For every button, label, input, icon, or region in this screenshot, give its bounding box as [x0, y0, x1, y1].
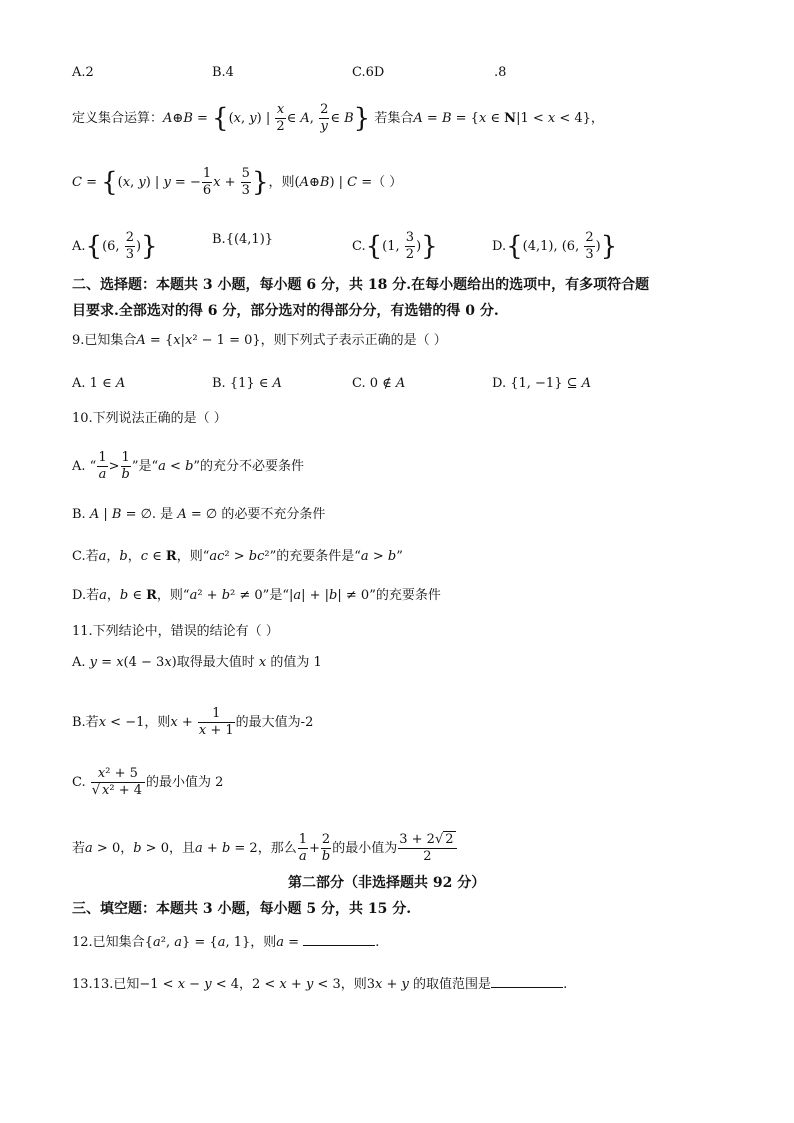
q7-option-c: C.6D — [352, 65, 385, 80]
q12-stem: 12.已知集合{a², a} = {a, 1}，则a = . — [72, 931, 379, 953]
q10-choice-a: A. “ $\frac{1}{a}$ > $\frac{1}{b}$ ”是“a < b”的充分不必要条件 — [72, 450, 305, 482]
q13-stem: 13.13.已知−1 < x − y < 4，2 < x + y < 3，则3x + y 的取值范围是 . — [72, 973, 567, 995]
q8-set-c-line: C = {(x, y) | y = − $\frac{1}{6}$ x + $\frac{5}{3}$ }，则(A⊕B) | C =（ ） — [72, 166, 403, 198]
q9-choice-b: B. {1} ∈ A — [212, 376, 282, 391]
q8-choice-d: D.{(4,1), (6, $\frac{2}{3}$ )} — [492, 230, 618, 262]
q11-choice-d: 若a > 0，b > 0，且a + b = 2，那么 $\frac{1}{a}$ + $\frac{2}{b}$ 的最小值为 $\frac{3 + 2√ 2}{2}$ — [72, 832, 458, 865]
part2-heading: 第二部分（非选择题共 92 分） — [288, 875, 486, 891]
q8-choice-a: A.{(6, $\frac{2}{3}$ )} — [72, 230, 158, 262]
fraction-2-over-y: $\frac{2}{y}$ — [320, 102, 329, 134]
fraction-x-over-2: $\frac{x}{2}$ — [276, 102, 285, 134]
q8-definition-prefix: 定义集合运算： — [72, 111, 164, 126]
q7-option-b: B.4 — [212, 65, 234, 80]
q11-choice-a: A. y = x(4 − 3x)取得最大值时 x 的值为 1 — [72, 655, 322, 670]
q13-answer-blank[interactable] — [491, 973, 563, 988]
q11-stem: 11.下列结论中，错误的结论有（ ） — [72, 624, 279, 639]
q7-option-a: A.2 — [72, 65, 94, 80]
q10-choice-d: D.若a，b ∈ R，则“a² + b² ≠ 0”是“|a| + |b| ≠ 0”的充要条件 — [72, 588, 441, 603]
q9-choice-a: A. 1 ∈ A — [72, 376, 126, 391]
q10-choice-b: B. A | B = ∅. 是 A = ∅ 的必要不充分条件 — [72, 507, 326, 522]
section3-heading: 三、填空题：本题共 3 小题，每小题 5 分，共 15 分. — [72, 901, 412, 917]
q9-choice-d: D. {1, −1} ⊆ A — [492, 376, 592, 391]
q10-stem: 10.下列说法正确的是（ ） — [72, 411, 227, 426]
q9-choice-c: C. 0 ∉ A — [352, 376, 406, 391]
q10-choice-c: C.若a，b，c ∈ R，则“ac² > bc²”的充要条件是“a > b” — [72, 549, 403, 564]
q11-choice-c: C. $\frac{\text{x² + 5}}{\text{√ x² + 4}}$ 的最小值为 2 — [72, 766, 224, 798]
q8-definition-line: 定义集合运算：A⊕B = {(x, y) | $\frac{x}{2}$ ∈ A, $\frac{2}{y}$ ∈ B} 若集合A = B = {x ∈ N|1 < x < 4}， — [72, 102, 604, 134]
q8-ask: ，则 — [268, 175, 295, 190]
q12-answer-blank[interactable] — [303, 931, 375, 946]
q8-choice-b: B.{(4,1)} — [212, 232, 274, 247]
q8-definition-tail: 若集合 — [374, 111, 414, 126]
q7-option-d: .8 — [494, 65, 507, 80]
q8-paren: （ ） — [372, 175, 403, 190]
section2-heading-line1: 二、选择题：本题共 3 小题，每小题 6 分，共 18 分.在每小题给出的选项中，有多项符合题 — [72, 277, 650, 293]
section2-heading-line2: 目要求.全部选对的得 6 分，部分选对的得部分分，有选错的得 0 分. — [72, 303, 499, 319]
q8-choice-c: C.{(1, $\frac{3}{2}$ )} — [352, 230, 438, 262]
q9-stem: 9.已知集合A = {x|x² − 1 = 0}，则下列式子表示正确的是（ ） — [72, 333, 447, 348]
q11-choice-b: B.若x < −1，则x + $\frac{1}{x + 1}$ 的最大值为-2 — [72, 706, 314, 738]
